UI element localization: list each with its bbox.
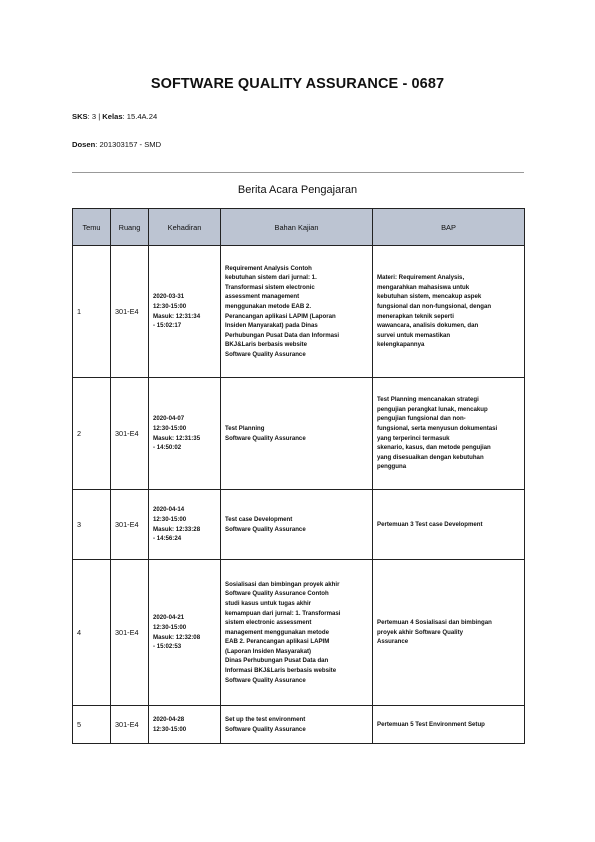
cell-kehadiran: 2020-04-28 12:30-15:00 [149, 706, 221, 744]
header-kehadiran: Kehadiran [149, 209, 221, 246]
meta-separator: | [96, 112, 103, 121]
section-title: Berita Acara Pengajaran [237, 184, 358, 196]
cell-bap: Pertemuan 5 Test Environment Setup [373, 706, 525, 744]
cell-ruang: 301-E4 [111, 378, 149, 490]
dosen-label: Dosen [72, 140, 96, 149]
kelas-label: Kelas [102, 112, 123, 121]
divider [72, 172, 524, 173]
table-header-row [73, 209, 525, 246]
cell-temu: 5 [73, 706, 111, 744]
table-row [73, 706, 525, 744]
cell-bahan-kajian: Test case Development Software Quality Assurance [221, 490, 373, 560]
cell-bahan-kajian: Requirement Analysis Contoh kebutuhan sistem dari jurnal: 1. Transformasi sistem electronic assessment management menggunakan metode EAB 2. Perancangan aplikasi LAPIM (Laporan Insiden Manyarakat) pada Dinas Perhubungan Pusat Data dan Informasi BKJ&Laris berbasis website Software Quality Assurance [221, 246, 373, 378]
header-temu: Temu [73, 209, 111, 246]
cell-temu: 2 [73, 378, 111, 490]
table-row [73, 378, 525, 490]
table-row [73, 490, 525, 560]
header-ruang: Ruang [111, 209, 149, 246]
cell-bap: Test Planning mencanakan strategi pengujian perangkat lunak, mencakup pengujian fungsional dan non- fungsional, serta menyusun dokumentasi yang terperinci termasuk skenario, kasus, dan metode pengujian yang disesuaikan dengan kebutuhan pengguna [373, 378, 525, 490]
course-meta [72, 112, 157, 121]
kelas-value: : 15.4A.24 [122, 112, 158, 121]
sks-value: : 3 [87, 112, 97, 121]
lecturer-meta [72, 140, 161, 149]
cell-kehadiran: 2020-04-07 12:30-15:00 Masuk: 12:31:35 - 14:50:02 [149, 378, 221, 490]
table-row [73, 560, 525, 706]
cell-temu: 4 [73, 560, 111, 706]
cell-ruang: 301-E4 [111, 706, 149, 744]
cell-bahan-kajian: Set up the test environment Software Quality Assurance [221, 706, 373, 744]
cell-kehadiran: 2020-04-14 12:30-15:00 Masuk: 12:33:28 - 14:56:24 [149, 490, 221, 560]
header-bap: BAP [373, 209, 525, 246]
cell-ruang: 301-E4 [111, 246, 149, 378]
sks-label: SKS [72, 112, 88, 121]
cell-bap: Pertemuan 3 Test case Development [373, 490, 525, 560]
cell-temu: 1 [73, 246, 111, 378]
table-row [73, 246, 525, 378]
cell-bap: Materi: Requirement Analysis, mengarahkan mahasiswa untuk kebutuhan sistem, mencakup aspek fungsional dan non-fungsional, dengan menerapkan teknik seperti wawancara, analisis dokumen, dan survei untuk memastikan kelengkapannya [373, 246, 525, 378]
document-title: SOFTWARE QUALITY ASSURANCE - 0687 [150, 76, 445, 92]
cell-bap: Pertemuan 4 Sosialisasi dan bimbingan proyek akhir Software Quality Assurance [373, 560, 525, 706]
header-bahan-kajian: Bahan Kajian [221, 209, 373, 246]
bap-table [72, 208, 525, 744]
cell-ruang: 301-E4 [111, 560, 149, 706]
dosen-value: : 201303157 - SMD [95, 140, 162, 149]
cell-kehadiran: 2020-04-21 12:30-15:00 Masuk: 12:32:08 - 15:02:53 [149, 560, 221, 706]
cell-bahan-kajian: Test Planning Software Quality Assurance [221, 378, 373, 490]
cell-kehadiran: 2020-03-31 12:30-15:00 Masuk: 12:31:34 - 15:02:17 [149, 246, 221, 378]
cell-temu: 3 [73, 490, 111, 560]
cell-bahan-kajian: Sosialisasi dan bimbingan proyek akhir Software Quality Assurance Contoh studi kasus untuk tugas akhir kemampuan dari jurnal: 1. Transformasi sistem electronic assessment management menggunakan metode EAB 2. Perancangan aplikasi LAPIM (Laporan Insiden Masyarakat) Dinas Perhubungan Pusat Data dan Informasi BKJ&Laris berbasis website Software Quality Assurance [221, 560, 373, 706]
cell-ruang: 301-E4 [111, 490, 149, 560]
